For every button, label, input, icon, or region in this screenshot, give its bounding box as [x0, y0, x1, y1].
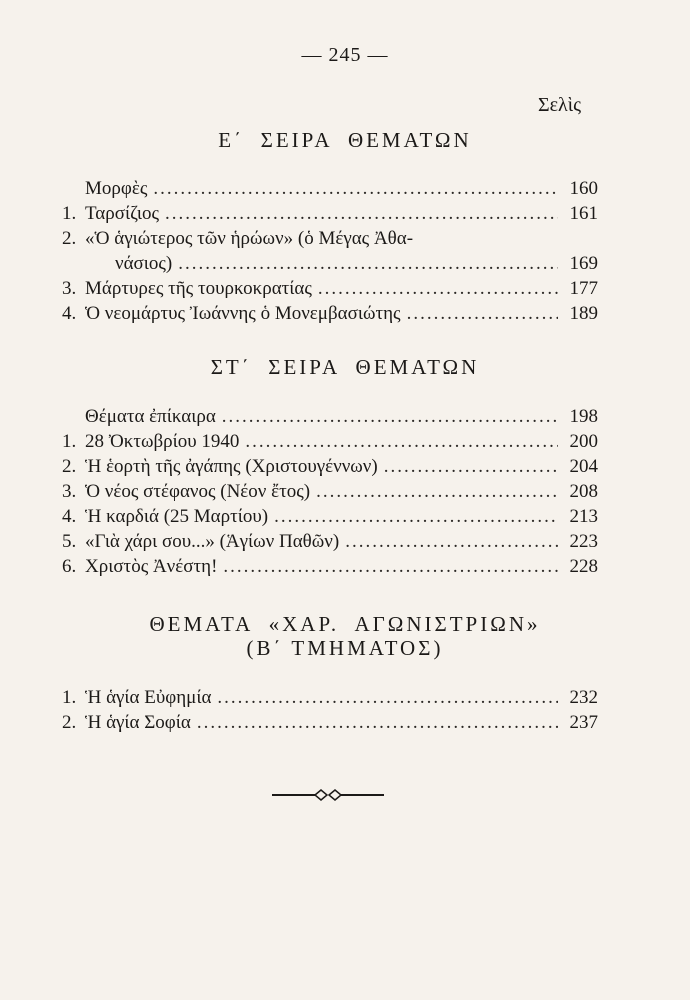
section-title: ΣΤ΄ ΣΕΙΡΑ ΘΕΜΑΤΩΝ	[210, 355, 480, 379]
entry-title: 28 Ὀκτωβρίου 1940	[85, 431, 240, 452]
entry-page: 237	[569, 712, 598, 733]
entry-page: 223	[569, 531, 598, 552]
toc-list	[62, 685, 598, 735]
entry-page: 198	[569, 406, 598, 427]
toc-entry	[62, 251, 598, 276]
entry-page: 200	[569, 431, 598, 452]
entry-number: 3.	[62, 278, 77, 299]
dot-leader	[407, 301, 558, 326]
entry-number: 1.	[62, 687, 77, 708]
toc-list	[62, 176, 598, 326]
entry-page: 189	[569, 303, 598, 324]
toc-entry	[62, 301, 598, 326]
toc-entry	[62, 276, 598, 301]
dot-leader	[165, 201, 558, 226]
entry-title: Μάρτυρες τῆς τουρκοκρατίας	[85, 278, 312, 299]
dot-leader	[384, 454, 558, 479]
dot-leader	[178, 251, 558, 276]
toc-entry	[62, 710, 598, 735]
entry-number: 6.	[62, 556, 77, 577]
dot-leader	[222, 404, 558, 429]
dot-leader	[217, 685, 558, 710]
entry-page: 169	[569, 253, 598, 274]
entry-title: Ἡ ἁγία Εὐφημία	[85, 687, 212, 708]
entry-number: 1.	[62, 203, 77, 224]
toc-entry	[62, 429, 598, 454]
section-subtitle: (Β΄ ΤΜΗΜΑΤΟΣ)	[246, 636, 444, 660]
entry-page: 177	[569, 278, 598, 299]
double-diamond-rule-icon	[272, 788, 384, 802]
entry-number: 1.	[62, 431, 77, 452]
dot-leader	[316, 479, 558, 504]
entry-number: 4.	[62, 303, 77, 324]
toc-entry	[62, 226, 598, 251]
toc-entry	[62, 201, 598, 226]
entry-number: 2.	[62, 456, 77, 477]
entry-title: Ὁ νέος στέφανος (Νέον ἔτος)	[85, 481, 311, 502]
entry-title: Ἡ ἑορτὴ τῆς ἀγάπης (Χριστουγέννων)	[85, 456, 378, 477]
entry-page: 228	[569, 556, 598, 577]
entry-title: νάσιος)	[115, 253, 173, 274]
entry-title: Ἡ ἁγία Σοφία	[85, 712, 191, 733]
toc-entry	[62, 176, 598, 201]
toc-entry	[62, 685, 598, 710]
dot-leader	[197, 710, 558, 735]
entry-title: «Γιὰ χάρι σου...» (Ἁγίων Παθῶν)	[85, 531, 340, 552]
dot-leader	[345, 529, 558, 554]
entry-title: Χριστὸς Ἀνέστη!	[85, 556, 218, 577]
page-number: — 245 —	[301, 44, 389, 66]
dot-leader	[223, 554, 558, 579]
entry-number: 4.	[62, 506, 77, 527]
entry-title: Ταρσίζιος	[85, 203, 159, 224]
entry-title: Θέματα ἐπίκαιρα	[85, 406, 216, 427]
toc-entry	[62, 504, 598, 529]
entry-number: 5.	[62, 531, 77, 552]
entry-title: Ἡ καρδιά (25 Μαρτίου)	[85, 506, 269, 527]
dot-leader	[245, 429, 558, 454]
entry-page: 208	[569, 481, 598, 502]
page-column-label: Σελὶς	[538, 94, 582, 116]
toc-entry	[62, 404, 598, 429]
toc-entry	[62, 454, 598, 479]
entry-title: Ὁ νεομάρτυς Ἰωάννης ὁ Μονεμβασιώτης	[85, 303, 401, 324]
toc-entry	[62, 529, 598, 554]
dot-leader	[153, 176, 558, 201]
entry-title: «Ὁ ἁγιώτερος τῶν ἡρώων» (ὁ Μέγας Ἀθα-	[85, 228, 414, 249]
section-title: ΘΕΜΑΤΑ «ΧΑΡ. ΑΓΩΝΙΣΤΡΙΩΝ»	[149, 612, 541, 636]
entry-number: 2.	[62, 228, 77, 249]
toc-list	[62, 404, 598, 579]
entry-page: 213	[569, 506, 598, 527]
entry-number: 2.	[62, 712, 77, 733]
entry-number: 3.	[62, 481, 77, 502]
entry-page: 204	[569, 456, 598, 477]
toc-entry	[62, 554, 598, 579]
section-title: Ε΄ ΣΕΙΡΑ ΘΕΜΑΤΩΝ	[218, 128, 472, 152]
entry-page: 161	[569, 203, 598, 224]
entry-title: Μορφὲς	[85, 178, 148, 199]
toc-entry	[62, 479, 598, 504]
dot-leader	[274, 504, 558, 529]
entry-page: 160	[569, 178, 598, 199]
entry-page: 232	[569, 687, 598, 708]
dot-leader	[318, 276, 558, 301]
